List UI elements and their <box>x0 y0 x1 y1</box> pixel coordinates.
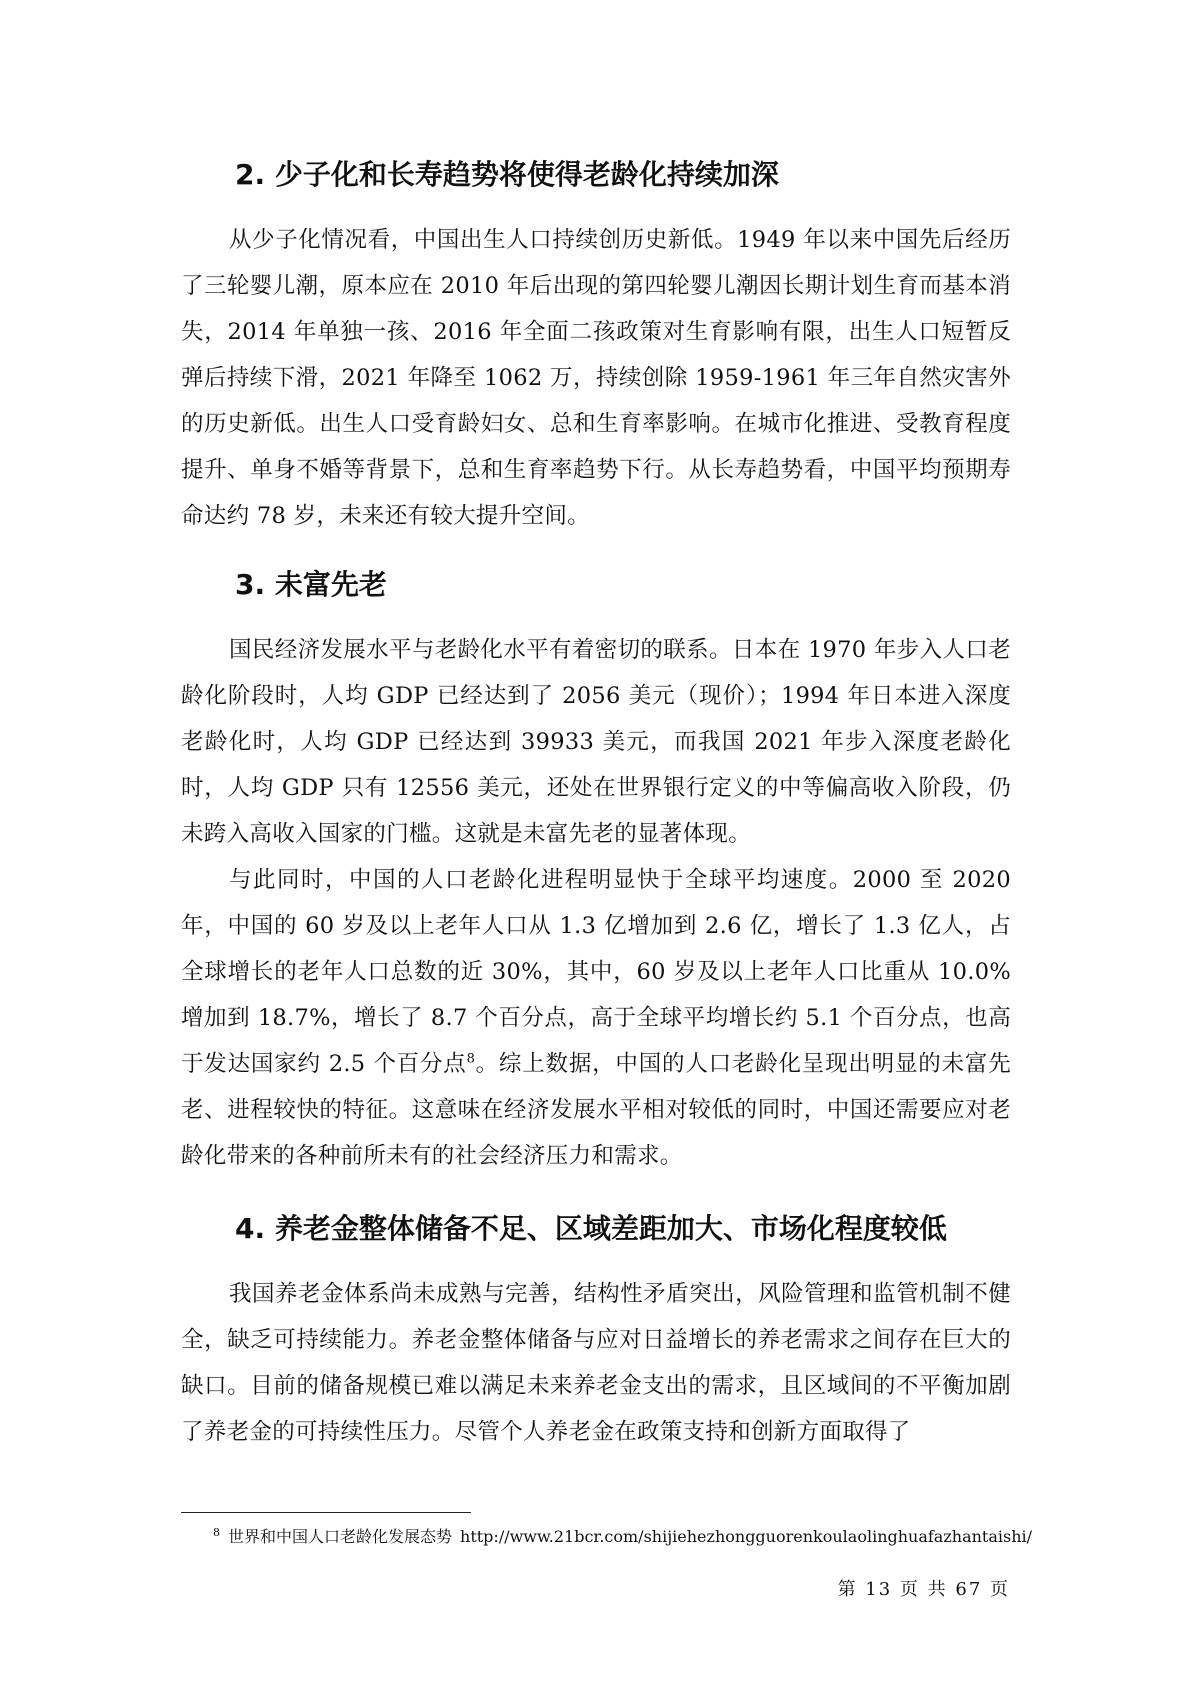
section-heading-4: 4. 养老金整体储备不足、区域差距加大、市场化程度较低 <box>235 1212 947 1245</box>
paragraph-gdp-comparison: 国民经济发展水平与老龄化水平有着密切的联系。日本在 1970 年步入人口老龄化阶段时，人均 GDP 已经达到了 2056 美元（现价）；1994 年日本进入深度老龄化时，人均 GDP 已经达到 39933 美元，而我国 2021 年步入深度老龄化时，人均 GDP 只有 12556 美元，还处在世界银行定义的中等偏高收入阶段，仍未跨入高收入国家的门槛。这就是未富先老的显著体现。 <box>181 637 1011 847</box>
paragraph-aging-speed <box>181 857 1011 1179</box>
page-number: 第 13 页 共 67 页 <box>837 1579 1010 1600</box>
footnote <box>213 1526 1032 1548</box>
footnote-text: 世界和中国人口老龄化发展态势 <box>228 1527 453 1546</box>
paragraph-pension-reserve: 我国养老金体系尚未成熟与完善，结构性矛盾突出，风险管理和监管机制不健全，缺乏可持续能力。养老金整体储备与应对日益增长的养老需求之间存在巨大的缺口。目前的储备规模已难以满足未来养老金支出的需求，且区域间的不平衡加剧了养老金的可持续性压力。尽管个人养老金在政策支持和创新方面取得了 <box>181 1281 1011 1445</box>
footnote-number: 8 <box>213 1525 220 1539</box>
footnote-url-link[interactable]: http://www.21bcr.com/shijiehezhongguorenkoulaolinghuafazhantaishi/ <box>460 1527 1033 1546</box>
section-heading-3: 3. 未富先老 <box>235 568 387 601</box>
paragraph-fertility-longevity: 从少子化情况看，中国出生人口持续创历史新低。1949 年以来中国先后经历了三轮婴儿潮，原本应在 2010 年后出现的第四轮婴儿潮因长期计划生育而基本消失，2014 年单独一孩、2016 年全面二孩政策对生育影响有限，出生人口短暂反弹后持续下滑，2021 年降至 1062 万，持续创除 1959-1961 年三年自然灾害外的历史新低。出生人口受育龄妇女、总和生育率影响。在城市化推进、受教育程度提升、单身不婚等背景下，总和生育率趋势下行。从长寿趋势看，中国平均预期寿命达约 78 岁，未来还有较大提升空间。 <box>181 227 1011 529</box>
footnote-reference[interactable]: 8 <box>466 1051 476 1067</box>
footnote-divider <box>181 1512 471 1513</box>
aging-speed-text-start: 与此同时，中国的人口老龄化进程明显快于全球平均速度。2000 至 2020 年，中国的 60 岁及以上老年人口从 1.3 亿增加到 2.6 亿，增长了 1.3 亿人，占全球增长的老年人口总数的近 30%，其中，60 岁及以上老年人口比重从 10.0%增加到 18.7%，增长了 8.7 个百分点，高于全球平均增长约 5.1 个百分点，也高于发达国家约 2.5 个百分点 <box>181 867 1011 1077</box>
section-heading-2: 2. 少子化和长寿趋势将使得老龄化持续加深 <box>235 158 779 191</box>
page-content <box>181 145 1011 1455</box>
aging-speed-text-end: 。综上数据，中国的人口老龄化呈现出明显的未富先老、进程较快的特征。这意味在经济发展水平相对较低的同时，中国还需要应对老龄化带来的各种前所未有的社会经济压力和需求。 <box>181 1051 1011 1169</box>
